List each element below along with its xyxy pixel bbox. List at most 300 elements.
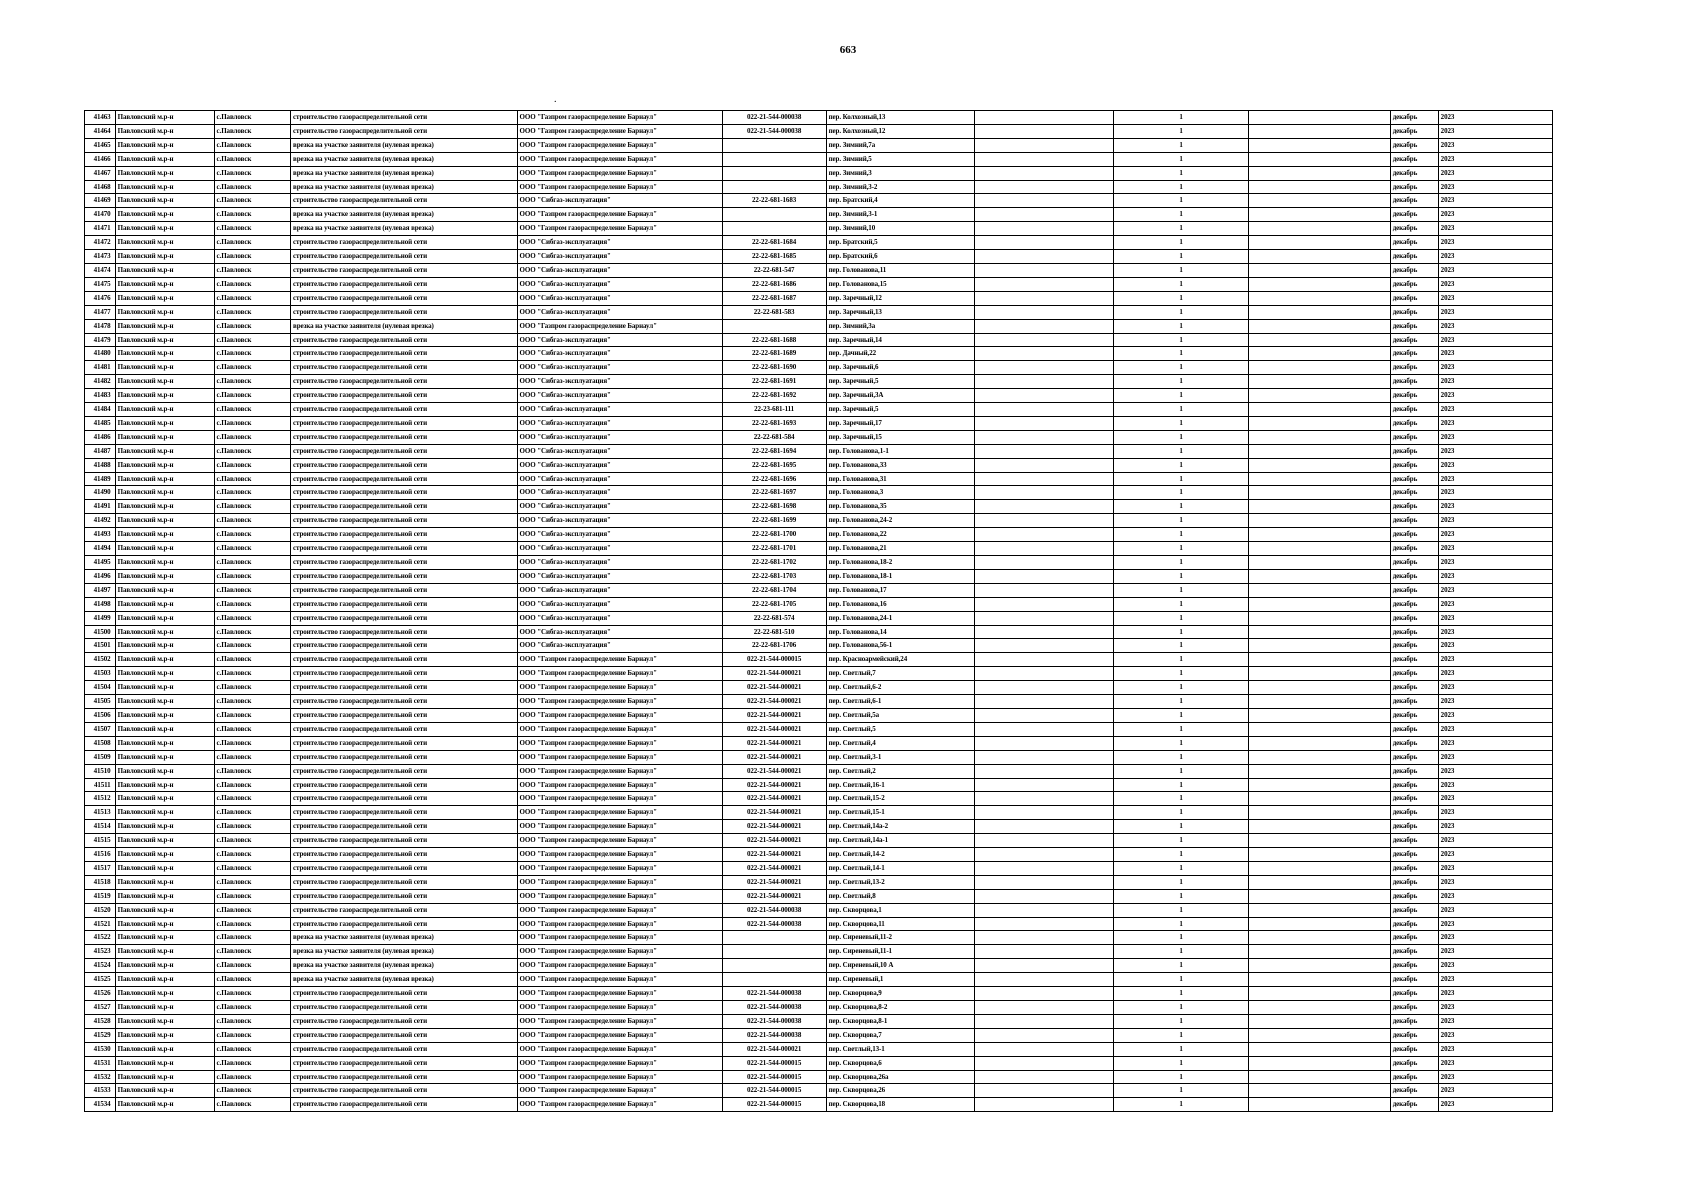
cell-qty: 1 [1114,695,1249,709]
cell-district: Павловский м.р-н [115,806,214,820]
cell-work: строительство газораспределительной сети [291,1098,517,1112]
cell-district: Павловский м.р-н [115,111,214,125]
cell-work: строительство газораспределительной сети [291,1001,517,1015]
cell-work: строительство газораспределительной сети [291,834,517,848]
cell-company: ООО "Газпром газораспределение Барнаул" [517,1042,722,1056]
cell-cadastral [722,180,826,194]
cell-company: ООО "Газпром газораспределение Барнаул" [517,681,722,695]
cell-qty: 1 [1114,750,1249,764]
cell-address: пер. Голованова,18-1 [826,569,974,583]
cell-no: 41486 [85,430,116,444]
cell-district: Павловский м.р-н [115,820,214,834]
cell-month: декабрь [1390,848,1438,862]
table-row [85,945,1553,959]
cell-company: ООО "Газпром газораспределение Барнаул" [517,945,722,959]
cell-work: строительство газораспределительной сети [291,347,517,361]
cell-company: ООО "Газпром газораспределение Барнаул" [517,222,722,236]
cell-empty1 [974,1001,1114,1015]
cell-cadastral: 022-21-544-000038 [722,917,826,931]
cell-company: ООО "Сибгаз-эксплуатация" [517,556,722,570]
cell-address: пер. Дачный,22 [826,347,974,361]
cell-no: 41521 [85,917,116,931]
cell-address: пер. Зимний,5 [826,152,974,166]
cell-qty: 1 [1114,1042,1249,1056]
cell-empty2 [1248,695,1390,709]
cell-settlement: с.Павловск [214,653,291,667]
cell-work: строительство газораспределительной сети [291,1042,517,1056]
cell-year: 2023 [1438,681,1552,695]
cell-empty2 [1248,889,1390,903]
cell-address: пер. Зимний,3-1 [826,208,974,222]
cell-qty: 1 [1114,319,1249,333]
cell-year: 2023 [1438,959,1552,973]
cell-month: декабрь [1390,1098,1438,1112]
cell-cadastral: 022-21-544-000015 [722,1084,826,1098]
cell-no: 41477 [85,305,116,319]
cell-qty: 1 [1114,236,1249,250]
cell-year: 2023 [1438,375,1552,389]
cell-work: строительство газораспределительной сети [291,250,517,264]
cell-address: пер. Голованова,35 [826,500,974,514]
cell-empty2 [1248,319,1390,333]
cell-no: 41515 [85,834,116,848]
cell-year: 2023 [1438,806,1552,820]
cell-cadastral: 22-22-681-1689 [722,347,826,361]
cell-qty: 1 [1114,667,1249,681]
cell-month: декабрь [1390,889,1438,903]
cell-month: декабрь [1390,792,1438,806]
cell-address: пер. Зимний,10 [826,222,974,236]
cell-qty: 1 [1114,291,1249,305]
cell-empty2 [1248,416,1390,430]
cell-company: ООО "Сибгаз-эксплуатация" [517,528,722,542]
cell-no: 41464 [85,124,116,138]
cell-no: 41479 [85,333,116,347]
cell-work: строительство газораспределительной сети [291,542,517,556]
cell-no: 41487 [85,444,116,458]
table-row [85,834,1553,848]
cell-month: декабрь [1390,277,1438,291]
cell-settlement: с.Павловск [214,416,291,430]
cell-year: 2023 [1438,639,1552,653]
cell-empty2 [1248,333,1390,347]
table-row [85,597,1553,611]
cell-empty1 [974,486,1114,500]
cell-company: ООО "Газпром газораспределение Барнаул" [517,124,722,138]
cell-address: пер. Сиреневый,10 А [826,959,974,973]
cell-cadastral: 022-21-544-000021 [722,1042,826,1056]
cell-month: декабрь [1390,430,1438,444]
cell-settlement: с.Павловск [214,556,291,570]
cell-empty1 [974,583,1114,597]
cell-district: Павловский м.р-н [115,263,214,277]
cell-month: декабрь [1390,931,1438,945]
cell-month: декабрь [1390,291,1438,305]
cell-qty: 1 [1114,556,1249,570]
cell-month: декабрь [1390,1056,1438,1070]
cell-company: ООО "Сибгаз-эксплуатация" [517,625,722,639]
cell-cadastral: 22-22-681-1701 [722,542,826,556]
cell-company: ООО "Газпром газораспределение Барнаул" [517,1001,722,1015]
table-row [85,750,1553,764]
cell-month: декабрь [1390,472,1438,486]
cell-no: 41514 [85,820,116,834]
cell-company: ООО "Газпром газораспределение Барнаул" [517,973,722,987]
cell-district: Павловский м.р-н [115,430,214,444]
cell-district: Павловский м.р-н [115,945,214,959]
cell-work: строительство газораспределительной сети [291,430,517,444]
cell-empty2 [1248,514,1390,528]
cell-empty1 [974,681,1114,695]
cell-empty2 [1248,389,1390,403]
cell-year: 2023 [1438,180,1552,194]
cell-district: Павловский м.р-н [115,347,214,361]
cell-empty2 [1248,917,1390,931]
cell-month: декабрь [1390,736,1438,750]
cell-no: 41512 [85,792,116,806]
cell-settlement: с.Павловск [214,1098,291,1112]
cell-empty1 [974,208,1114,222]
cell-qty: 1 [1114,277,1249,291]
cell-company: ООО "Газпром газораспределение Барнаул" [517,903,722,917]
cell-settlement: с.Павловск [214,639,291,653]
cell-district: Павловский м.р-н [115,1098,214,1112]
cell-no: 41474 [85,263,116,277]
cell-work: строительство газораспределительной сети [291,764,517,778]
cell-district: Павловский м.р-н [115,1070,214,1084]
cell-address: пер. Скворцова,18 [826,1098,974,1112]
cell-qty: 1 [1114,875,1249,889]
cell-empty2 [1248,277,1390,291]
cell-cadastral: 022-21-544-000021 [722,820,826,834]
cell-empty1 [974,194,1114,208]
cell-district: Павловский м.р-н [115,361,214,375]
cell-month: декабрь [1390,542,1438,556]
cell-empty2 [1248,347,1390,361]
cell-no: 41511 [85,778,116,792]
cell-work: строительство газораспределительной сети [291,848,517,862]
cell-no: 41516 [85,848,116,862]
cell-empty2 [1248,375,1390,389]
cell-year: 2023 [1438,1001,1552,1015]
cell-company: ООО "Газпром газораспределение Барнаул" [517,166,722,180]
cell-no: 41465 [85,138,116,152]
cell-work: строительство газораспределительной сети [291,500,517,514]
cell-work: строительство газораспределительной сети [291,625,517,639]
table-row [85,931,1553,945]
cell-work: строительство газораспределительной сети [291,889,517,903]
cell-cadastral [722,319,826,333]
cell-no: 41525 [85,973,116,987]
cell-qty: 1 [1114,792,1249,806]
cell-settlement: с.Павловск [214,500,291,514]
cell-settlement: с.Павловск [214,375,291,389]
table-row [85,708,1553,722]
cell-cadastral [722,166,826,180]
cell-empty2 [1248,653,1390,667]
cell-empty2 [1248,291,1390,305]
cell-work: строительство газораспределительной сети [291,291,517,305]
cell-cadastral: 022-21-544-000021 [722,889,826,903]
cell-year: 2023 [1438,945,1552,959]
cell-empty2 [1248,361,1390,375]
cell-month: декабрь [1390,1070,1438,1084]
table-row [85,416,1553,430]
cell-settlement: с.Павловск [214,542,291,556]
cell-empty2 [1248,778,1390,792]
cell-district: Павловский м.р-н [115,250,214,264]
table-row [85,208,1553,222]
cell-month: декабрь [1390,263,1438,277]
cell-year: 2023 [1438,458,1552,472]
cell-work: строительство газораспределительной сети [291,708,517,722]
cell-qty: 1 [1114,653,1249,667]
table-row [85,361,1553,375]
cell-empty1 [974,305,1114,319]
cell-cadastral: 022-21-544-000021 [722,861,826,875]
cell-address: пер. Голованова,1-1 [826,444,974,458]
cell-address: пер. Светлый,5 [826,722,974,736]
cell-empty2 [1248,639,1390,653]
cell-settlement: с.Павловск [214,250,291,264]
cell-month: декабрь [1390,806,1438,820]
cell-cadastral: 22-22-681-1690 [722,361,826,375]
cell-address: пер. Голованова,11 [826,263,974,277]
cell-qty: 1 [1114,945,1249,959]
cell-month: декабрь [1390,361,1438,375]
table-row [85,695,1553,709]
table-row [85,903,1553,917]
cell-empty1 [974,917,1114,931]
cell-company: ООО "Сибгаз-эксплуатация" [517,291,722,305]
cell-empty1 [974,542,1114,556]
cell-qty: 1 [1114,263,1249,277]
cell-cadastral: 022-21-544-000021 [722,778,826,792]
cell-address: пер. Светлый,6-2 [826,681,974,695]
cell-empty2 [1248,528,1390,542]
cell-empty1 [974,569,1114,583]
cell-month: декабрь [1390,861,1438,875]
table-row [85,889,1553,903]
cell-qty: 1 [1114,806,1249,820]
cell-work: строительство газораспределительной сети [291,416,517,430]
cell-company: ООО "Газпром газораспределение Барнаул" [517,834,722,848]
cell-cadastral: 22-23-681-111 [722,403,826,417]
cell-empty1 [974,430,1114,444]
cell-qty: 1 [1114,820,1249,834]
cell-work: строительство газораспределительной сети [291,556,517,570]
cell-address: пер. Скворцова,7 [826,1028,974,1042]
cell-empty1 [974,639,1114,653]
cell-no: 41522 [85,931,116,945]
cell-work: строительство газораспределительной сети [291,124,517,138]
cell-district: Павловский м.р-н [115,389,214,403]
cell-empty2 [1248,1001,1390,1015]
cell-no: 41481 [85,361,116,375]
cell-empty2 [1248,1028,1390,1042]
cell-work: строительство газораспределительной сети [291,806,517,820]
cell-qty: 1 [1114,959,1249,973]
cell-empty1 [974,1084,1114,1098]
cell-no: 41495 [85,556,116,570]
cell-no: 41523 [85,945,116,959]
cell-empty2 [1248,1056,1390,1070]
cell-no: 41497 [85,583,116,597]
cell-month: декабрь [1390,486,1438,500]
cell-month: декабрь [1390,834,1438,848]
cell-qty: 1 [1114,889,1249,903]
cell-qty: 1 [1114,1070,1249,1084]
cell-company: ООО "Газпром газораспределение Барнаул" [517,695,722,709]
cell-company: ООО "Газпром газораспределение Барнаул" [517,931,722,945]
cell-district: Павловский м.р-н [115,277,214,291]
cell-empty1 [974,848,1114,862]
cell-address: пер. Скворцова,8-2 [826,1001,974,1015]
cell-settlement: с.Павловск [214,875,291,889]
cell-address: пер. Светлый,8 [826,889,974,903]
cell-cadastral [722,208,826,222]
cell-district: Павловский м.р-н [115,653,214,667]
cell-address: пер. Голованова,24-2 [826,514,974,528]
cell-address: пер. Голованова,14 [826,625,974,639]
cell-company: ООО "Газпром газораспределение Барнаул" [517,875,722,889]
cell-no: 41469 [85,194,116,208]
cell-year: 2023 [1438,361,1552,375]
cell-company: ООО "Сибгаз-эксплуатация" [517,416,722,430]
cell-year: 2023 [1438,500,1552,514]
cell-work: строительство газораспределительной сети [291,695,517,709]
table-row [85,569,1553,583]
cell-address: пер. Сиреневый,11-2 [826,931,974,945]
cell-empty1 [974,708,1114,722]
cell-month: декабрь [1390,180,1438,194]
cell-empty2 [1248,625,1390,639]
table-row [85,305,1553,319]
cell-empty1 [974,389,1114,403]
cell-cadastral: 22-22-681-583 [722,305,826,319]
cell-settlement: с.Павловск [214,1001,291,1015]
cell-district: Павловский м.р-н [115,1014,214,1028]
cell-empty2 [1248,542,1390,556]
table-row [85,973,1553,987]
cell-cadastral: 22-22-681-1705 [722,597,826,611]
cell-empty2 [1248,806,1390,820]
cell-qty: 1 [1114,152,1249,166]
cell-settlement: с.Павловск [214,1056,291,1070]
cell-settlement: с.Павловск [214,291,291,305]
cell-company: ООО "Газпром газораспределение Барнаул" [517,208,722,222]
cell-no: 41476 [85,291,116,305]
cell-empty1 [974,834,1114,848]
cell-company: ООО "Сибгаз-эксплуатация" [517,611,722,625]
cell-month: декабрь [1390,875,1438,889]
cell-company: ООО "Сибгаз-эксплуатация" [517,236,722,250]
cell-empty1 [974,806,1114,820]
cell-address: пер. Светлый,14-1 [826,861,974,875]
cell-year: 2023 [1438,792,1552,806]
cell-year: 2023 [1438,708,1552,722]
cell-empty2 [1248,111,1390,125]
cell-no: 41532 [85,1070,116,1084]
cell-qty: 1 [1114,347,1249,361]
cell-year: 2023 [1438,597,1552,611]
cell-month: декабрь [1390,528,1438,542]
cell-district: Павловский м.р-н [115,542,214,556]
cell-company: ООО "Газпром газораспределение Барнаул" [517,987,722,1001]
table-row [85,458,1553,472]
table-row [85,820,1553,834]
cell-no: 41501 [85,639,116,653]
table-row [85,472,1553,486]
cell-no: 41504 [85,681,116,695]
cell-year: 2023 [1438,973,1552,987]
table-row [85,319,1553,333]
table-row [85,528,1553,542]
cell-qty: 1 [1114,917,1249,931]
table-row [85,222,1553,236]
cell-empty1 [974,695,1114,709]
cell-no: 41475 [85,277,116,291]
cell-empty1 [974,903,1114,917]
cell-address: пер. Голованова,3 [826,486,974,500]
cell-empty2 [1248,959,1390,973]
cell-cadastral: 022-21-544-000021 [722,834,826,848]
table-row [85,1014,1553,1028]
cell-no: 41498 [85,597,116,611]
cell-company: ООО "Сибгаз-эксплуатация" [517,542,722,556]
cell-district: Павловский м.р-н [115,458,214,472]
cell-work: строительство газораспределительной сети [291,486,517,500]
cell-work: врезка на участке заявителя (нулевая врезка) [291,166,517,180]
cell-district: Павловский м.р-н [115,1028,214,1042]
cell-settlement: с.Павловск [214,750,291,764]
cell-empty2 [1248,166,1390,180]
cell-empty2 [1248,861,1390,875]
table-row [85,166,1553,180]
cell-district: Павловский м.р-н [115,403,214,417]
table-row [85,542,1553,556]
cell-district: Павловский м.р-н [115,861,214,875]
cell-no: 41480 [85,347,116,361]
cell-district: Павловский м.р-н [115,931,214,945]
cell-district: Павловский м.р-н [115,1056,214,1070]
cell-qty: 1 [1114,166,1249,180]
cell-empty1 [974,458,1114,472]
cell-empty1 [974,250,1114,264]
cell-address: пер. Колхозный,12 [826,124,974,138]
cell-address: пер. Скворцова,11 [826,917,974,931]
cell-empty1 [974,722,1114,736]
cell-cadastral: 022-21-544-000021 [722,722,826,736]
cell-year: 2023 [1438,917,1552,931]
cell-month: декабрь [1390,194,1438,208]
cell-settlement: с.Павловск [214,973,291,987]
cell-address: пер. Светлый,6-1 [826,695,974,709]
table-row [85,236,1553,250]
cell-address: пер. Сиреневый,11-1 [826,945,974,959]
cell-address: пер. Заречный,6 [826,361,974,375]
cell-settlement: с.Павловск [214,695,291,709]
cell-district: Павловский м.р-н [115,166,214,180]
cell-address: пер. Светлый,14а-1 [826,834,974,848]
cell-address: пер. Скворцова,26 [826,1084,974,1098]
cell-empty1 [974,111,1114,125]
cell-no: 41488 [85,458,116,472]
cell-year: 2023 [1438,764,1552,778]
cell-empty2 [1248,903,1390,917]
cell-year: 2023 [1438,695,1552,709]
cell-no: 41490 [85,486,116,500]
